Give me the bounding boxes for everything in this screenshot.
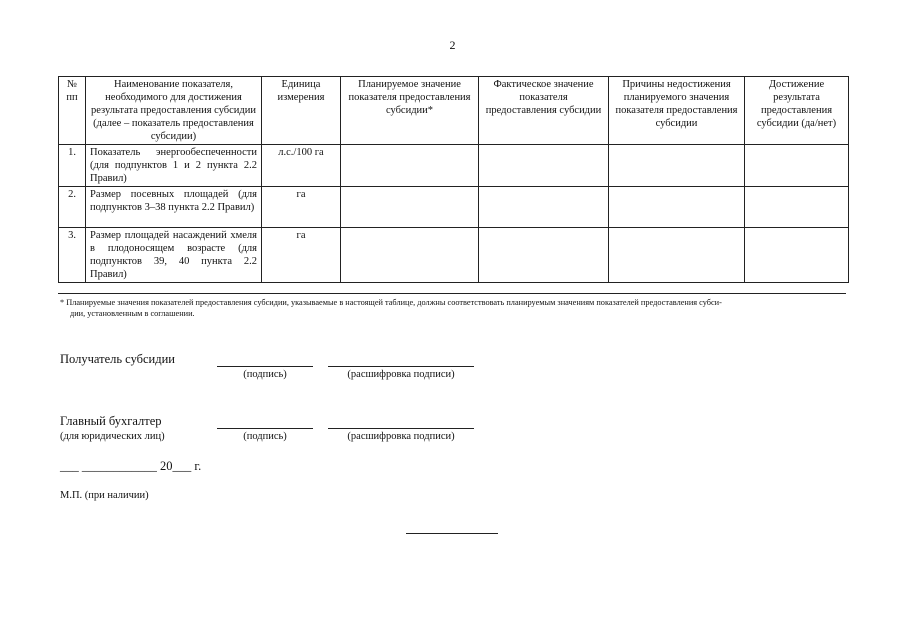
header-actual-value: Фактическое значение показателя предоставления субсидии <box>479 77 609 145</box>
accountant-decoding-line[interactable] <box>328 428 474 429</box>
recipient-decoding-caption: (расшифровка подписи) <box>347 369 455 380</box>
accountant-signature-caption: (подпись) <box>243 431 287 442</box>
footnote-mark: * <box>60 298 65 307</box>
accountant-label: Главный бухгалтер <box>60 414 162 428</box>
table-row <box>59 228 849 283</box>
planned-value-cell[interactable] <box>341 187 479 228</box>
header-reasons: Причины недостижения планируемого значения показателя предоставления субсидии <box>609 77 745 145</box>
table-row <box>59 187 849 228</box>
reasons-cell[interactable] <box>609 145 745 187</box>
header-unit: Единица измерения <box>262 77 341 145</box>
recipient-label: Получатель субсидии <box>60 352 175 366</box>
planned-value-cell[interactable] <box>341 228 479 283</box>
page-number: 2 <box>449 38 456 52</box>
row-number: 3. <box>59 228 86 283</box>
footnote-divider <box>58 293 846 294</box>
recipient-signature-line[interactable] <box>217 366 313 367</box>
planned-value-cell[interactable] <box>341 145 479 187</box>
actual-value-cell[interactable] <box>479 187 609 228</box>
footnote <box>58 297 848 319</box>
header-indicator-name: Наименование показателя, необходимого для достижения результата предоставления субсидии (далее – показатель предоставления субсидии) <box>86 77 262 145</box>
actual-value-cell[interactable] <box>479 145 609 187</box>
reasons-cell[interactable] <box>609 228 745 283</box>
accountant-signature-line[interactable] <box>217 428 313 429</box>
bottom-rule <box>406 533 498 534</box>
indicator-name: Размер площадей насаждений хмеля в плодоносящем возрасте (для подпунктов 39, 40 пункта 2.2 Правил) <box>86 228 262 283</box>
footnote-text-line1: Планируемые значения показателей предоставления субсидии, указываемые в настоящей таблице, должны соответствовать планируемым значениям показателей предоставления субси- <box>66 298 722 307</box>
header-achievement: Достижение результата предоставления субсидии (да/нет) <box>745 77 849 145</box>
recipient-signature-caption: (подпись) <box>243 369 287 380</box>
indicator-name: Показатель энергообеспеченности (для подпунктов 1 и 2 пункта 2.2 Правил) <box>86 145 262 187</box>
reasons-cell[interactable] <box>609 187 745 228</box>
unit-cell: га <box>262 187 341 228</box>
actual-value-cell[interactable] <box>479 228 609 283</box>
achieved-cell[interactable] <box>745 187 849 228</box>
row-number: 2. <box>59 187 86 228</box>
unit-cell: га <box>262 228 341 283</box>
unit-cell: л.с./100 га <box>262 145 341 187</box>
accountant-decoding-caption: (расшифровка подписи) <box>347 431 455 442</box>
date-line[interactable]: ___ ____________ 20___ г. <box>60 459 202 473</box>
row-number: 1. <box>59 145 86 187</box>
table-row <box>59 145 849 187</box>
indicator-name: Размер посевных площадей (для подпунктов 3–38 пункта 2.2 Правил) <box>86 187 262 228</box>
achieved-cell[interactable] <box>745 145 849 187</box>
footnote-text-line2: дии, установленным в соглашении. <box>70 309 195 318</box>
header-number: № пп <box>59 77 86 145</box>
header-planned-value: Планируемое значение показателя предоставления субсидии* <box>341 77 479 145</box>
table-header-row <box>59 77 849 145</box>
indicators-table <box>58 76 849 283</box>
recipient-decoding-line[interactable] <box>328 366 474 367</box>
accountant-sublabel: (для юридических лиц) <box>60 431 165 442</box>
achieved-cell[interactable] <box>745 228 849 283</box>
stamp-label: М.П. (при наличии) <box>60 490 149 501</box>
